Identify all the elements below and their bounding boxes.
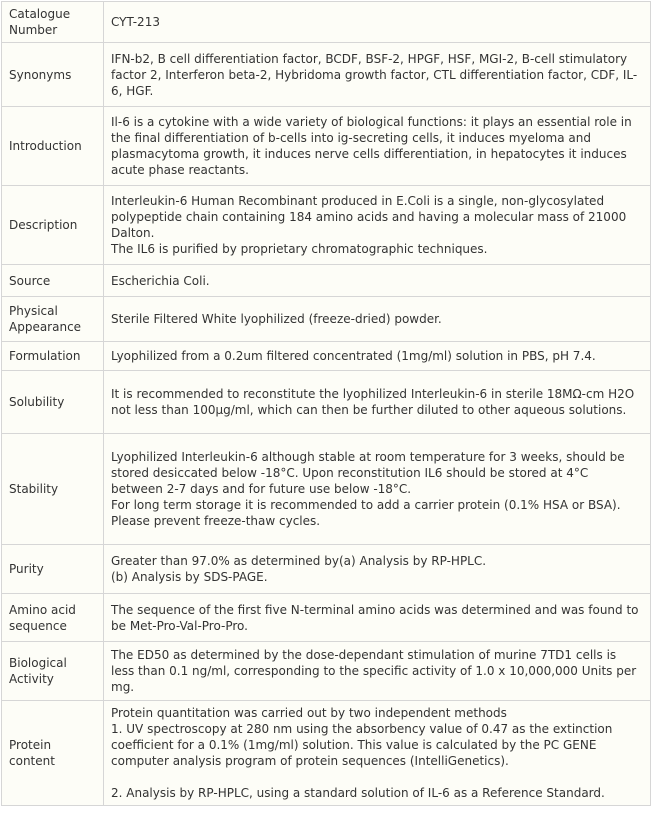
value-catalogue-number <box>104 2 651 43</box>
row-description <box>2 186 651 265</box>
value-description <box>104 186 651 265</box>
label-formulation: Formulation <box>2 342 104 371</box>
formulation-text: Lyophilized from a 0.2um filtered concentrated (1mg/ml) solution in PBS, pH 7.4. <box>111 349 596 363</box>
label-description: Description <box>2 186 104 265</box>
row-source <box>2 265 651 297</box>
stability-text-3: Please prevent freeze-thaw cycles. <box>111 514 321 528</box>
description-text-2: The IL6 is purified by proprietary chromatographic techniques. <box>111 242 488 256</box>
label-synonyms: Synonyms <box>2 43 104 107</box>
label-protein-content: Protein content <box>2 701 104 806</box>
row-catalogue-number <box>2 2 651 43</box>
row-protein-content <box>2 701 651 806</box>
label-solubility: Solubility <box>2 371 104 434</box>
amino-acid-sequence-text: The sequence of the first five N-terminal amino acids was determined and was found to be Met-Pro-Val-Pro-Pro. <box>111 602 639 633</box>
label-purity: Purity <box>2 545 104 594</box>
label-biological-activity: Biological Activity <box>2 642 104 701</box>
label-source: Source <box>2 265 104 297</box>
row-formulation <box>2 342 651 371</box>
row-stability <box>2 434 651 545</box>
value-amino-acid-sequence <box>104 594 651 642</box>
protein-content-text-2: 1. UV spectroscopy at 280 nm using the absorbency value of 0.47 as the extinction coefficient for a 0.1% (1mg/ml) solution. This value is calculated by the PC GENE computer analysis program of protein sequences (IntelliGenetics). <box>111 722 613 768</box>
label-catalogue-number: Catalogue Number <box>2 2 104 43</box>
value-purity <box>104 545 651 594</box>
source-text: Escherichia Coli. <box>111 273 210 288</box>
synonyms-text: IFN-b2, B cell differentiation factor, BCDF, BSF-2, HPGF, HSF, MGI-2, B-cell stimulatory factor 2, Interferon beta-2, Hybridoma growth factor, CTL differentiation factor, CDF, IL-6, HGF. <box>111 51 638 98</box>
description-text-1: Interleukin-6 Human Recombinant produced in E.Coli is a single, non-glycosylated polypeptide chain containing 184 amino acids and having a molecular mass of 21000 Dalton. <box>111 194 627 240</box>
row-solubility <box>2 371 651 434</box>
purity-text-1: Greater than 97.0% as determined by(a) Analysis by RP-HPLC. <box>111 554 487 568</box>
row-physical-appearance <box>2 297 651 342</box>
value-introduction <box>104 107 651 186</box>
value-physical-appearance <box>104 297 651 342</box>
product-spec-table <box>1 1 651 806</box>
catalogue-number-text: CYT-213 <box>111 15 160 29</box>
solubility-text: It is recommended to reconstitute the lyophilized Interleukin-6 in sterile 18MΩ-cm H2O not less than 100µg/ml, which can then be further diluted to other aqueous solutions. <box>111 387 635 417</box>
physical-appearance-text: Sterile Filtered White lyophilized (freeze-dried) powder. <box>111 312 442 326</box>
introduction-text: Il-6 is a cytokine with a wide variety of biological functions: it plays an essential role in the final differentiation of b-cells into ig-secreting cells, it induces myeloma and plasmacytoma growth, it induces nerve cells differentiation, in hepatocytes it induces acute phase reactants. <box>111 115 632 177</box>
value-biological-activity <box>104 642 651 701</box>
value-solubility <box>104 371 651 434</box>
label-stability: Stability <box>2 434 104 545</box>
row-biological-activity <box>2 642 651 701</box>
row-introduction <box>2 107 651 186</box>
label-physical-appearance: Physical Appearance <box>2 297 104 342</box>
value-source <box>104 265 651 297</box>
row-synonyms <box>2 43 651 107</box>
protein-content-text-4: 2. Analysis by RP-HPLC, using a standard solution of IL-6 as a Reference Standard. <box>111 786 605 800</box>
stability-text-1: Lyophilized Interleukin-6 although stable at room temperature for 3 weeks, should be stored desiccated below -18°C. Upon reconstitution IL6 should be stored at 4°C between 2-7 days and for future use below -18°C. <box>111 450 625 496</box>
label-introduction: Introduction <box>2 107 104 186</box>
row-purity <box>2 545 651 594</box>
value-protein-content <box>104 701 651 806</box>
value-stability <box>104 434 651 545</box>
protein-content-text-1: Protein quantitation was carried out by two independent methods <box>111 706 507 720</box>
value-formulation <box>104 342 651 371</box>
stability-text-2: For long term storage it is recommended to add a carrier protein (0.1% HSA or BSA). <box>111 498 621 512</box>
value-synonyms <box>104 43 651 107</box>
purity-text-2: (b) Analysis by SDS-PAGE. <box>111 570 268 584</box>
protein-content-spacer <box>111 769 643 785</box>
label-amino-acid-sequence: Amino acid sequence <box>2 594 104 642</box>
row-amino-acid-sequence <box>2 594 651 642</box>
biological-activity-text: The ED50 as determined by the dose-dependant stimulation of murine 7TD1 cells is less than 0.1 ng/ml, corresponding to the specific activity of 1.0 x 10,000,000 Units per mg. <box>111 648 637 694</box>
